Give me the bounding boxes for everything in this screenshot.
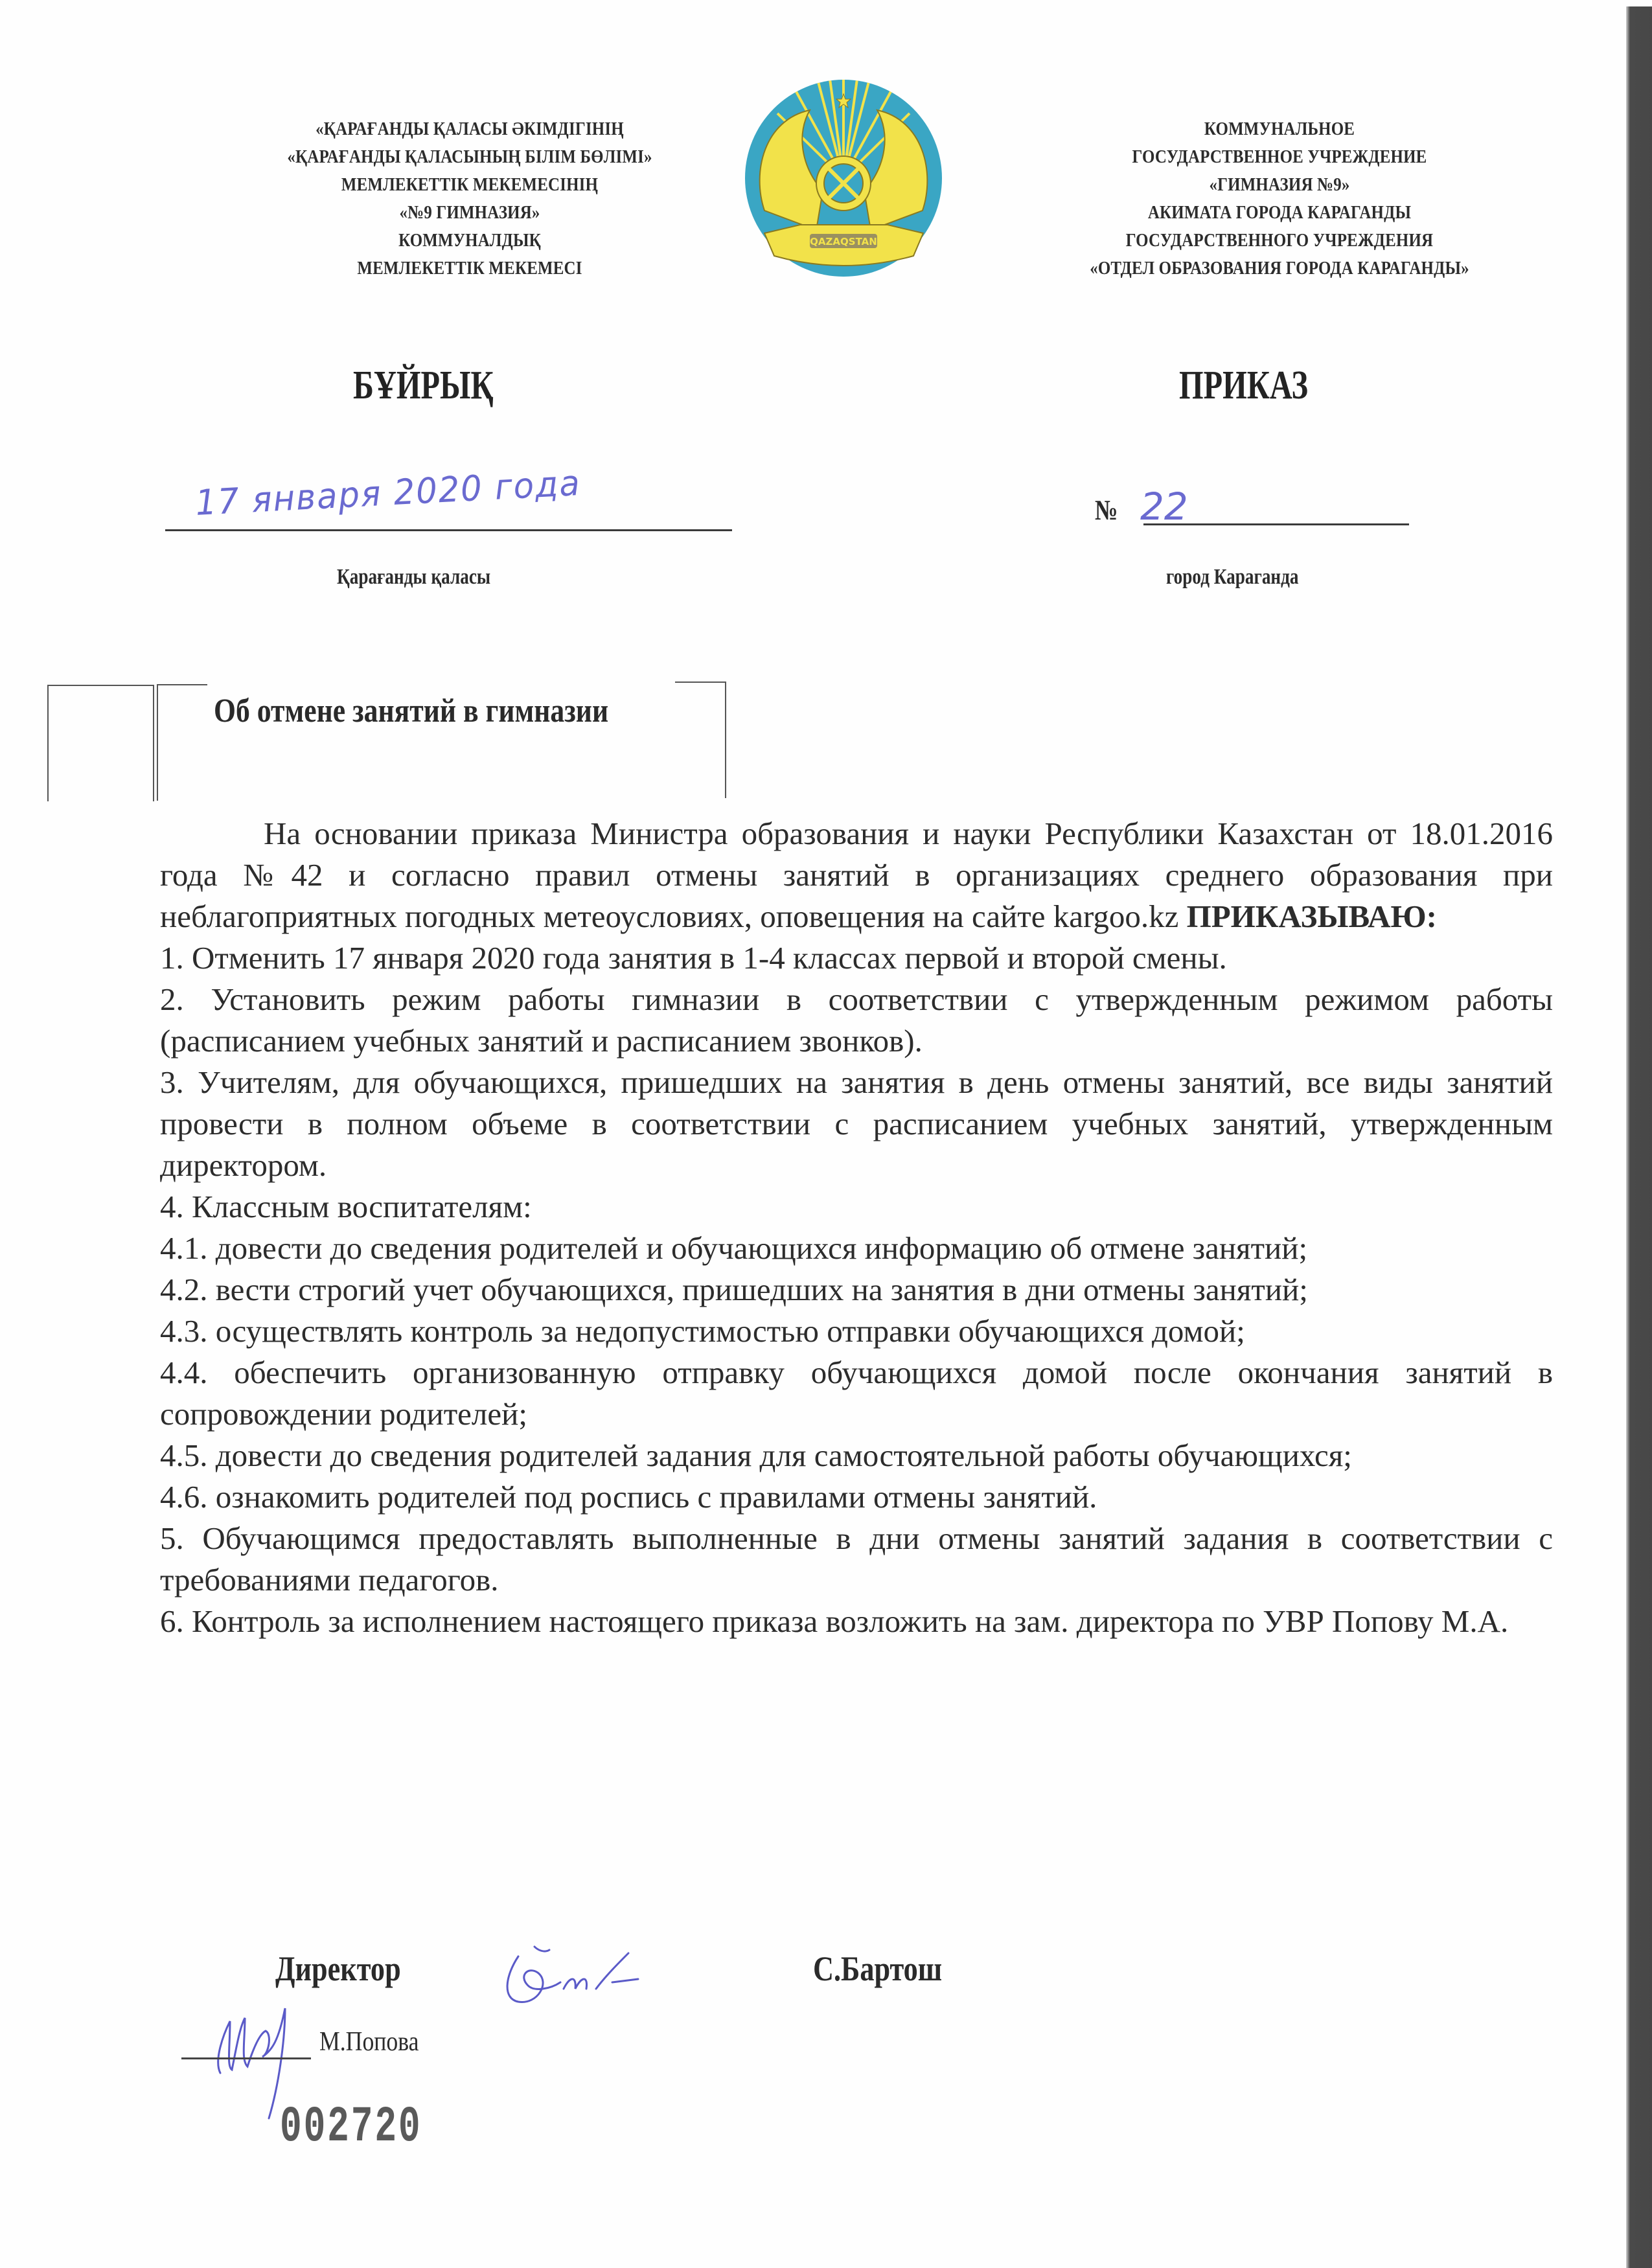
order-item: 4.4. обеспечить организованную отправку обучающихся домой после окончания занятий в сопровождении родителей;	[160, 1355, 1553, 1432]
header-kz-line: «№9 ГИМНАЗИЯ»	[399, 202, 540, 223]
order-item: 5. Обучающимся предоставлять выполненные в дни отмены занятий задания в соответствии с требованиями педагогов.	[160, 1520, 1553, 1598]
order-item: 4.1. довести до сведения родителей и обучающихся информацию об отмене занятий;	[160, 1230, 1308, 1266]
executor-underline	[181, 2057, 311, 2059]
header-ru-line: «ОТДЕЛ ОБРАЗОВАНИЯ ГОРОДА КАРАГАНДЫ»	[1090, 258, 1469, 279]
doc-type-kazakh: БҰЙРЫҚ	[353, 363, 494, 407]
place-russian: город Караганда	[1166, 565, 1299, 589]
box-border-line	[47, 685, 154, 686]
header-kz-line: МЕМЛЕКЕТТІК МЕКЕМЕСІНІҢ	[341, 174, 599, 195]
header-kz-line: МЕМЛЕКЕТТІК МЕКЕМЕСІ	[357, 258, 582, 279]
signatory-name: С.Бартош	[813, 1949, 943, 1988]
order-item: 2. Установить режим работы гимназии в соответствии с утвержденным режимом работы (расписанием учебных занятий и расписанием звонков).	[160, 981, 1553, 1059]
header-kz-line: «ҚАРАҒАНДЫ ҚАЛАСЫ ӘКІМДІГІНІҢ	[315, 119, 624, 139]
order-subject: Об отмене занятий в гимназии	[214, 693, 609, 729]
scan-edge-shadow	[1626, 6, 1652, 2268]
order-item: 1. Отменить 17 января 2020 года занятия в 1-4 классах первой и второй смены.	[160, 940, 1227, 976]
emblem-text: QAZAQSTAN	[810, 236, 877, 247]
header-kz-line: КОММУНАЛДЫҚ	[398, 230, 541, 251]
order-item: 4. Классным воспитателям:	[160, 1189, 532, 1224]
order-item: 4.2. вести строгий учет обучающихся, пришедших на занятия в дни отмены занятий;	[160, 1272, 1308, 1307]
order-item: 4.5. довести до сведения родителей задания для самостоятельной работы обучающихся;	[160, 1438, 1352, 1473]
preamble-paragraph	[160, 813, 1553, 937]
state-emblem-icon	[739, 74, 949, 285]
box-border-line	[47, 685, 49, 801]
doc-type-russian: ПРИКАЗ	[1179, 363, 1309, 407]
header-ru-line: «ГИМНАЗИЯ №9»	[1209, 174, 1350, 195]
order-number-underline	[1143, 523, 1409, 525]
header-ru-line: КОММУНАЛЬНОЕ	[1204, 119, 1355, 139]
box-border-line	[157, 684, 158, 801]
box-border-line	[153, 685, 154, 801]
header-ru-line: АКИМАТА ГОРОДА КАРАГАНДЫ	[1147, 202, 1412, 223]
executor-name: М.Попова	[319, 2027, 419, 2057]
header-kazakh	[233, 115, 707, 282]
serial-number: 002720	[280, 2099, 422, 2156]
order-number-label: №	[1095, 494, 1118, 526]
date-underline	[165, 529, 732, 531]
order-body	[160, 813, 1553, 1642]
place-kazakh: Қарағанды қаласы	[337, 565, 491, 589]
preamble-text: На основании приказа Министра образования и науки Республики Казахстан от 18.01.2016 года №42 и согласно правил отмены занятий в организациях среднего образования при неблагоприятных погодных метеоусловиях, оповещения на сайте kargoo.kz	[160, 816, 1553, 934]
box-border-line	[675, 682, 726, 683]
header-russian	[1043, 115, 1517, 282]
header-ru-line: ГОСУДАРСТВЕННОЕ УЧРЕЖДЕНИЕ	[1132, 146, 1427, 167]
order-item: 3. Учителям, для обучающихся, пришедших на занятия в день отмены занятий, все виды занятий провести в полном объеме в соответствии с расписанием учебных занятий, утвержденным директором.	[160, 1064, 1553, 1183]
order-item: 4.3. осуществлять контроль за недопустимостью отправки обучающихся домой;	[160, 1313, 1245, 1349]
header-ru-line: ГОСУДАРСТВЕННОГО УЧРЕЖДЕНИЯ	[1125, 230, 1434, 251]
box-border-line	[725, 682, 726, 798]
order-number-handwritten: 22	[1140, 485, 1188, 529]
order-item: 4.6. ознакомить родителей под роспись с правилами отмены занятий.	[160, 1479, 1097, 1515]
signatory-title: Директор	[275, 1949, 401, 1988]
director-signature-icon	[499, 1937, 667, 2008]
header-kz-line: «ҚАРАҒАНДЫ ҚАЛАСЫНЫҢ БІЛІМ БӨЛІМІ»	[287, 146, 652, 167]
handwritten-date: 17 января 2020 года	[194, 462, 582, 523]
order-item: 6. Контроль за исполнением настоящего приказа возложить на зам. директора по УВР Попову М.А.	[160, 1603, 1509, 1639]
order-word: ПРИКАЗЫВАЮ:	[1186, 899, 1437, 934]
box-border-line	[157, 684, 207, 685]
